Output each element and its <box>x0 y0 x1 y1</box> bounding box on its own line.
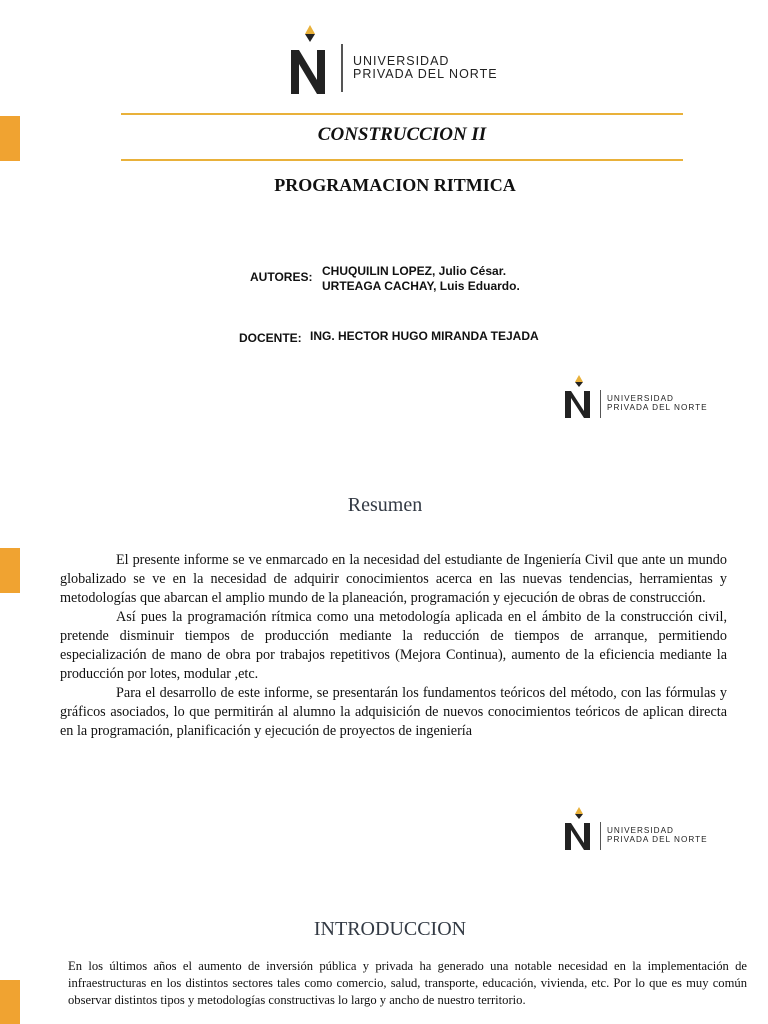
course-title: CONSTRUCCION II <box>317 124 487 145</box>
logo-divider <box>600 390 601 418</box>
logo-line2: PRIVADA DEL NORTE <box>607 403 708 412</box>
authors-label: AUTORES: <box>250 270 313 284</box>
logo-line1: UNIVERSIDAD <box>607 394 674 404</box>
introduccion-heading: INTRODUCCION <box>313 918 467 940</box>
logo-n-icon <box>287 22 333 96</box>
logo-n-icon <box>562 374 596 420</box>
logo-text <box>353 55 498 81</box>
logo-divider <box>600 822 601 850</box>
resumen-paragraph: El presente informe se ve enmarcado en la necesidad del estudiante de Ingeniería Civil que ante un mundo globalizado se ve en la necesidad de adquirir conocimientos acerca en las nuevas tendencias, herramientas y metodologías que abarcan el amplio mundo de la planeación, programación y ejecución de obras de construcción. <box>60 552 727 606</box>
university-logo <box>287 22 498 96</box>
author-name: URTEAGA CACHAY, Luis Eduardo. <box>322 279 520 293</box>
gold-divider <box>121 159 683 161</box>
logo-n-icon <box>562 806 596 852</box>
logo-line1: UNIVERSIDAD <box>353 53 450 68</box>
subject-title: PROGRAMACION RITMICA <box>274 175 516 195</box>
resumen-heading: Resumen <box>347 494 423 516</box>
resumen-paragraph: Para el desarrollo de este informe, se presentarán los fundamentos teóricos del método, con las fórmulas y gráficos asociados, lo que permitirán al alumno la adquisición de nuevos conocimientos teóricos de aplican directa en la programación, planificación y ejecución de proyectos de ingeniería <box>60 685 727 739</box>
logo-line2: PRIVADA DEL NORTE <box>353 67 498 81</box>
logo-text <box>607 827 708 844</box>
logo-divider <box>341 44 343 92</box>
university-logo-small <box>562 374 708 420</box>
introduccion-paragraph: En los últimos años el aumento de inversión pública y privada ha generado una notable necesidad en la implementación de infraestructuras en los distintos sectores tales como comercio, salud, transporte, educación, vivienda, etc. Por lo que es muy común observar distintos tipos y metodologías constructivas lo largo y ancho de nuestro territorio. <box>68 959 747 1007</box>
gold-divider <box>121 113 683 115</box>
page-tab-marker <box>0 116 20 161</box>
teacher-label: DOCENTE: <box>239 331 302 345</box>
logo-line2: PRIVADA DEL NORTE <box>607 835 708 844</box>
logo-text <box>607 395 708 412</box>
teacher-name: ING. HECTOR HUGO MIRANDA TEJADA <box>310 329 539 343</box>
resumen-body <box>60 551 727 741</box>
university-logo-small <box>562 806 708 852</box>
page-tab-marker <box>0 548 20 593</box>
author-name: CHUQUILIN LOPEZ, Julio César. <box>322 264 507 278</box>
resumen-paragraph: Así pues la programación rítmica como una metodología aplicada en el ámbito de la construcción civil, pretende disminuir tiempos de producción mediante la reducción de tiempos de arranque, permitiendo especialización de mano de obra por trabajos repetitivos (Mejora Continua), aumento de la eficiencia mediante la producción por lotes, modular ,etc. <box>60 609 727 682</box>
page-tab-marker <box>0 980 20 1024</box>
logo-line1: UNIVERSIDAD <box>607 826 674 836</box>
